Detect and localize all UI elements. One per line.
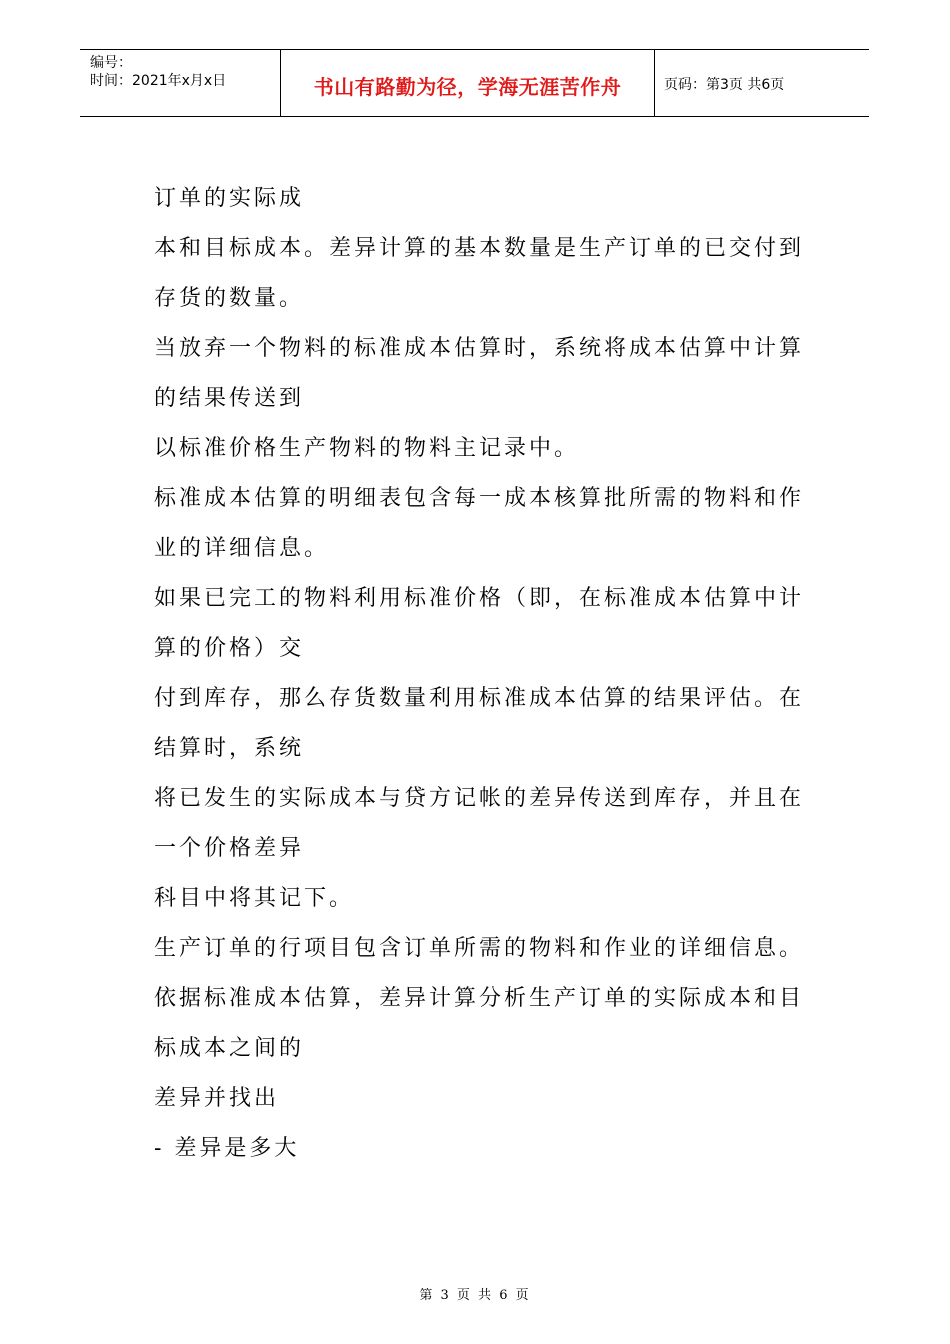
page-footer: 第 3 页 共 6 页 — [419, 1288, 531, 1303]
body-line: - 差异是多大 — [154, 1136, 300, 1161]
body-line: 标准成本估算的明细表包含每一成本核算批所需的物料和作 — [154, 486, 805, 511]
header-motto: 书山有路勤为径，学海无涯苦作舟 — [313, 75, 622, 99]
document-body — [154, 174, 834, 1174]
body-line: 如果已完工的物料利用标准价格（即，在标准成本估算中计 — [154, 586, 805, 611]
header-page-info: 页码：第3页 共6页 — [664, 77, 785, 93]
body-line: 算的价格）交 — [154, 636, 305, 661]
body-line: 订单的实际成 — [154, 186, 305, 211]
header-divider — [654, 50, 655, 116]
body-line: 的结果传送到 — [154, 386, 305, 411]
body-line: 结算时，系统 — [154, 736, 305, 761]
header-meta — [90, 54, 226, 90]
body-line: 科目中将其记下。 — [154, 886, 355, 911]
body-line: 业的详细信息。 — [154, 536, 330, 561]
body-line: 当放弃一个物料的标准成本估算时，系统将成本估算中计算 — [154, 336, 805, 361]
body-line: 标成本之间的 — [154, 1036, 305, 1061]
body-line: 付到库存，那么存货数量利用标准成本估算的结果评估。在 — [154, 686, 805, 711]
body-line: 以标准价格生产物料的物料主记录中。 — [154, 436, 580, 461]
body-line: 一个价格差异 — [154, 836, 305, 861]
body-line: 差异并找出 — [154, 1086, 280, 1111]
body-line: 将已发生的实际成本与贷方记帐的差异传送到库存，并且在 — [154, 786, 805, 811]
document-time-label: 时间：2021年x月x日 — [90, 73, 227, 89]
page-header — [80, 49, 869, 117]
body-line: 依据标准成本估算，差异计算分析生产订单的实际成本和目 — [154, 986, 805, 1011]
body-line: 本和目标成本。差异计算的基本数量是生产订单的已交付到 — [154, 236, 805, 261]
document-number-label: 编号： — [90, 55, 132, 71]
body-line: 存货的数量。 — [154, 286, 305, 311]
body-line: 生产订单的行项目包含订单所需的物料和作业的详细信息。 — [154, 936, 805, 961]
